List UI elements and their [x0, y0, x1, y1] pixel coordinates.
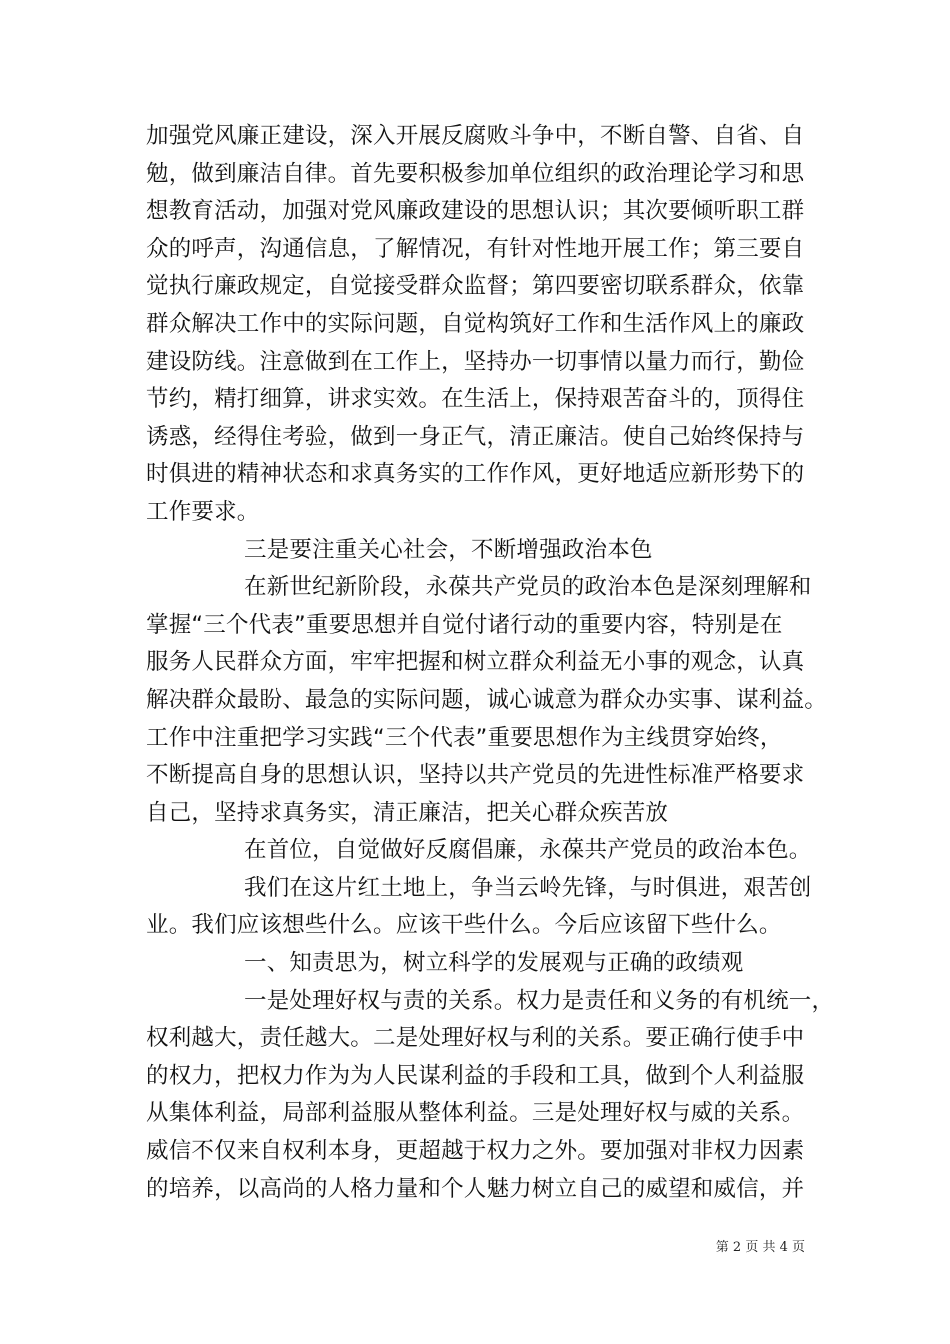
text-line: 威信不仅来自权利本身，更超越于权力之外。要加强对非权力因素 [146, 1138, 805, 1165]
text-line: 众的呼声，沟通信息，了解情况，有针对性地开展工作；第三要自 [146, 235, 805, 262]
text-line: 诱惑，经得住考验，做到一身正气，清正廉洁。使自己始终保持与 [146, 423, 805, 450]
text-line: 不断提高自身的思想认识，坚持以共产党员的先进性标准严格要求 [146, 762, 805, 789]
text-line: 业。我们应该想些什么。应该干些什么。今后应该留下些什么。 [146, 912, 782, 939]
text-line: 我们在这片红土地上，争当云岭先锋，与时俱进，艰苦创 [244, 874, 812, 901]
text-line: 勉，做到廉洁自律。首先要积极参加单位组织的政治理论学习和思 [146, 160, 805, 187]
text-line: 的培养，以高尚的人格力量和个人魅力树立自己的威望和威信，并 [146, 1175, 805, 1202]
text-line: 加强党风廉正建设，深入开展反腐败斗争中，不断自警、自省、自 [146, 123, 805, 149]
text-line: 掌握“三个代表”重要思想并自觉付诸行动的重要内容，特别是在 [146, 611, 783, 638]
text-line: 工作要求。 [146, 498, 260, 525]
text-line: 一是处理好权与责的关系。权力是责任和义务的有机统一， [244, 987, 835, 1014]
text-line: 节约，精打细算，讲求实效。在生活上，保持艰苦奋斗的，顶得住 [146, 386, 805, 413]
text-line: 在首位，自觉做好反腐倡廉，永葆共产党员的政治本色。 [244, 837, 812, 864]
text-line: 三是要注重关心社会，不断增强政治本色 [244, 536, 653, 563]
text-line: 建设防线。注意做到在工作上，坚持办一切事情以量力而行，勤俭 [146, 348, 805, 375]
text-line: 觉执行廉政规定，自觉接受群众监督；第四要密切联系群众，依靠 [146, 273, 805, 300]
text-line: 工作中注重把学习实践“三个代表”重要思想作为主线贯穿始终， [146, 724, 783, 751]
text-line: 自己，坚持求真务实，清正廉洁，把关心群众疾苦放 [146, 799, 669, 826]
text-line: 从集体利益，局部利益服从整体利益。三是处理好权与威的关系。 [146, 1100, 805, 1127]
body-text [146, 118, 835, 1208]
page-number: 第 2 页 共 4 页 [715, 1240, 805, 1255]
text-line: 一、知责思为，树立科学的发展观与正确的政绩观 [244, 950, 744, 977]
text-line: 的权力，把权力作为为人民谋利益的手段和工具，做到个人利益服 [146, 1062, 805, 1089]
text-line: 权利越大，责任越大。二是处理好权与利的关系。要正确行使手中 [146, 1025, 805, 1052]
text-line: 群众解决工作中的实际问题，自觉构筑好工作和生活作风上的廉政 [146, 310, 805, 337]
text-line: 时俱进的精神状态和求真务实的工作作风，更好地适应新形势下的 [146, 461, 805, 488]
text-line: 在新世纪新阶段，永葆共产党员的政治本色是深刻理解和 [244, 574, 812, 601]
text-line: 服务人民群众方面，牢牢把握和树立群众利益无小事的观念，认真 [146, 649, 805, 676]
text-line: 想教育活动，加强对党风廉政建设的思想认识；其次要倾听职工群 [146, 198, 805, 225]
text-line: 解决群众最盼、最急的实际问题，诚心诚意为群众办实事、谋利益。 [146, 686, 828, 713]
